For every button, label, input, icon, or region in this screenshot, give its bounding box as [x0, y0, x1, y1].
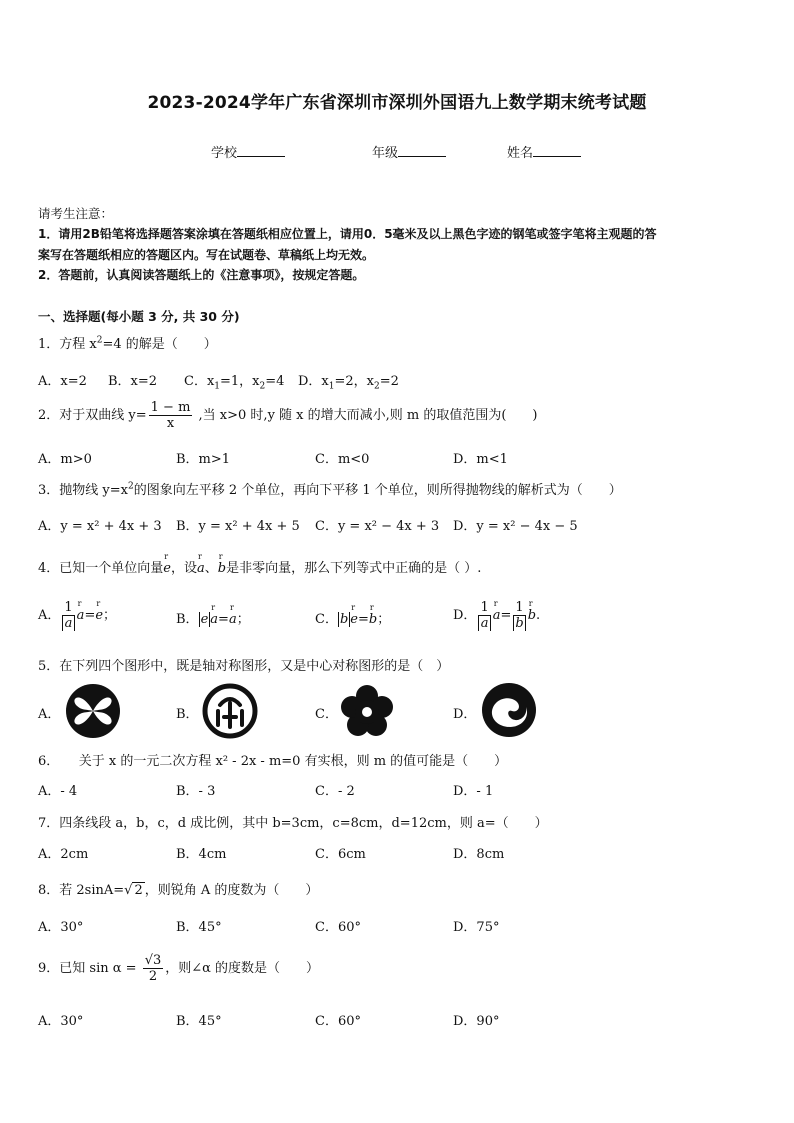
q7-stem: 7．四条线段 a，b，c，d 成比例，其中 b=3cm，c=8cm，d=12cm，则 a=（ ）: [38, 816, 548, 831]
q3-option-a[interactable]: A．y = x² + 4x + 3: [38, 519, 162, 534]
q9-option-b[interactable]: B．45°: [176, 1014, 222, 1029]
q7-option-c[interactable]: C．6cm: [315, 847, 366, 862]
q7-option-d[interactable]: D．8cm: [453, 847, 505, 862]
q1-option-b[interactable]: B．x=2: [108, 374, 158, 389]
q5-option-c[interactable]: C．: [315, 707, 338, 722]
q4-option-a[interactable]: A． $\frac{1}{a}$ r a=r e；: [38, 600, 116, 631]
q8-option-a[interactable]: A．30°: [38, 920, 84, 935]
q2-option-b[interactable]: B．m>1: [176, 452, 231, 467]
figure-c-flower-icon[interactable]: [338, 683, 396, 739]
q5-option-b[interactable]: B．: [176, 707, 199, 722]
q4-option-c[interactable]: C． br e=r b；: [315, 608, 390, 627]
name-field[interactable]: [507, 142, 581, 161]
q3-option-c[interactable]: C．y = x² − 4x + 3: [315, 519, 440, 534]
figure-a-four-petal-icon[interactable]: [62, 683, 124, 739]
name-label: 姓名: [507, 146, 534, 161]
school-field[interactable]: [211, 142, 285, 161]
q5-option-a[interactable]: A．: [38, 707, 61, 722]
notice-item1-line1: 1．请用2B铅笔将选择题答案涂填在答题纸相应位置上，请用0．5毫米及以上黑色字迹的钢笔或签字笔将主观题的答: [38, 227, 657, 241]
q3-option-d[interactable]: D．y = x² − 4x − 5: [453, 519, 578, 534]
q7-option-b[interactable]: B．4cm: [176, 847, 227, 862]
q5-stem: 5．在下列四个图形中，既是轴对称图形，又是中心对称图形的是（ ）: [38, 659, 450, 674]
q9-option-a[interactable]: A．30°: [38, 1014, 84, 1029]
q3-stem: 3．抛物线 $y=x^2$的图象向左平移 2 个单位，再向下平移 1 个单位，则所得抛物线的解析式为（ ）: [38, 481, 622, 498]
q4-option-d[interactable]: D． $\frac{1}{a}$ r a= $\frac{1}{b}$ r b.: [453, 600, 540, 631]
notice-item2: 2．答题前，认真阅读答题纸上的《注意事项》，按规定答题。: [38, 268, 365, 282]
notice-heading: 请考生注意：: [38, 206, 114, 221]
q2-option-c[interactable]: C．m<0: [315, 452, 370, 467]
q4-option-b[interactable]: B． er a=r a；: [176, 608, 250, 627]
q1-option-a[interactable]: A．x=2: [38, 374, 87, 389]
section-heading: 一、选择题(每小题 3 分, 共 30 分): [38, 309, 240, 324]
q2-option-a[interactable]: A．m>0: [38, 452, 92, 467]
q6-option-b[interactable]: B．- 3: [176, 784, 216, 799]
q6-option-a[interactable]: A．- 4: [38, 784, 78, 799]
q8-stem: 8．若 2sinA=√ 2 ，则锐角 A 的度数为（ ）: [38, 883, 319, 898]
q2-stem: 2．对于双曲线 y= $\frac{1 - m}{x}$ ,当 x>0 时,y 随 x 的增大而减小,则 m 的取值范围为( ): [38, 400, 538, 431]
q5-option-d[interactable]: D．: [453, 707, 477, 722]
notice-item1-line2: 案写在答题纸相应的答题区内。写在试题卷、草稿纸上均无效。: [38, 248, 375, 262]
figure-d-swirl-icon[interactable]: [478, 681, 540, 739]
q1-option-d[interactable]: D．$x_1=2$，$x_2=2$: [298, 374, 399, 392]
q1-stem: 1．方程 $x^2=4$ 的解是（ ）: [38, 335, 217, 352]
q1-option-c[interactable]: C．$x_1=1$，$x_2=4$: [184, 374, 285, 392]
q6-option-c[interactable]: C．- 2: [315, 784, 355, 799]
q4-stem: 4．已知一个单位向量r e，设r a、r b是非零向量，那么下列等式中正确的是（ ）.: [38, 557, 481, 576]
grade-field[interactable]: [372, 142, 446, 161]
q9-option-d[interactable]: D．90°: [453, 1014, 500, 1029]
figure-b-emblem-icon[interactable]: [200, 683, 260, 739]
q8-option-c[interactable]: C．60°: [315, 920, 361, 935]
q7-option-a[interactable]: A．2cm: [38, 847, 89, 862]
q6-stem: 6． 关于 x 的一元二次方程 x² - 2x - m=0 有实根，则 m 的值可能是（ ）: [38, 754, 508, 769]
q8-option-d[interactable]: D．75°: [453, 920, 500, 935]
q9-option-c[interactable]: C．60°: [315, 1014, 361, 1029]
q2-option-d[interactable]: D．m<1: [453, 452, 508, 467]
q8-option-b[interactable]: B．45°: [176, 920, 222, 935]
school-label: 学校: [211, 146, 238, 161]
q3-option-b[interactable]: B．y = x² + 4x + 5: [176, 519, 300, 534]
grade-label: 年级: [372, 146, 399, 161]
q9-stem: 9．已知 sin α = $\frac{√3}{2}$ ，则∠α 的度数是（ ）: [38, 953, 320, 984]
q6-option-d[interactable]: D．- 1: [453, 784, 494, 799]
exam-title: 2023-2024学年广东省深圳市深圳外国语九上数学期末统考试题: [147, 93, 647, 113]
